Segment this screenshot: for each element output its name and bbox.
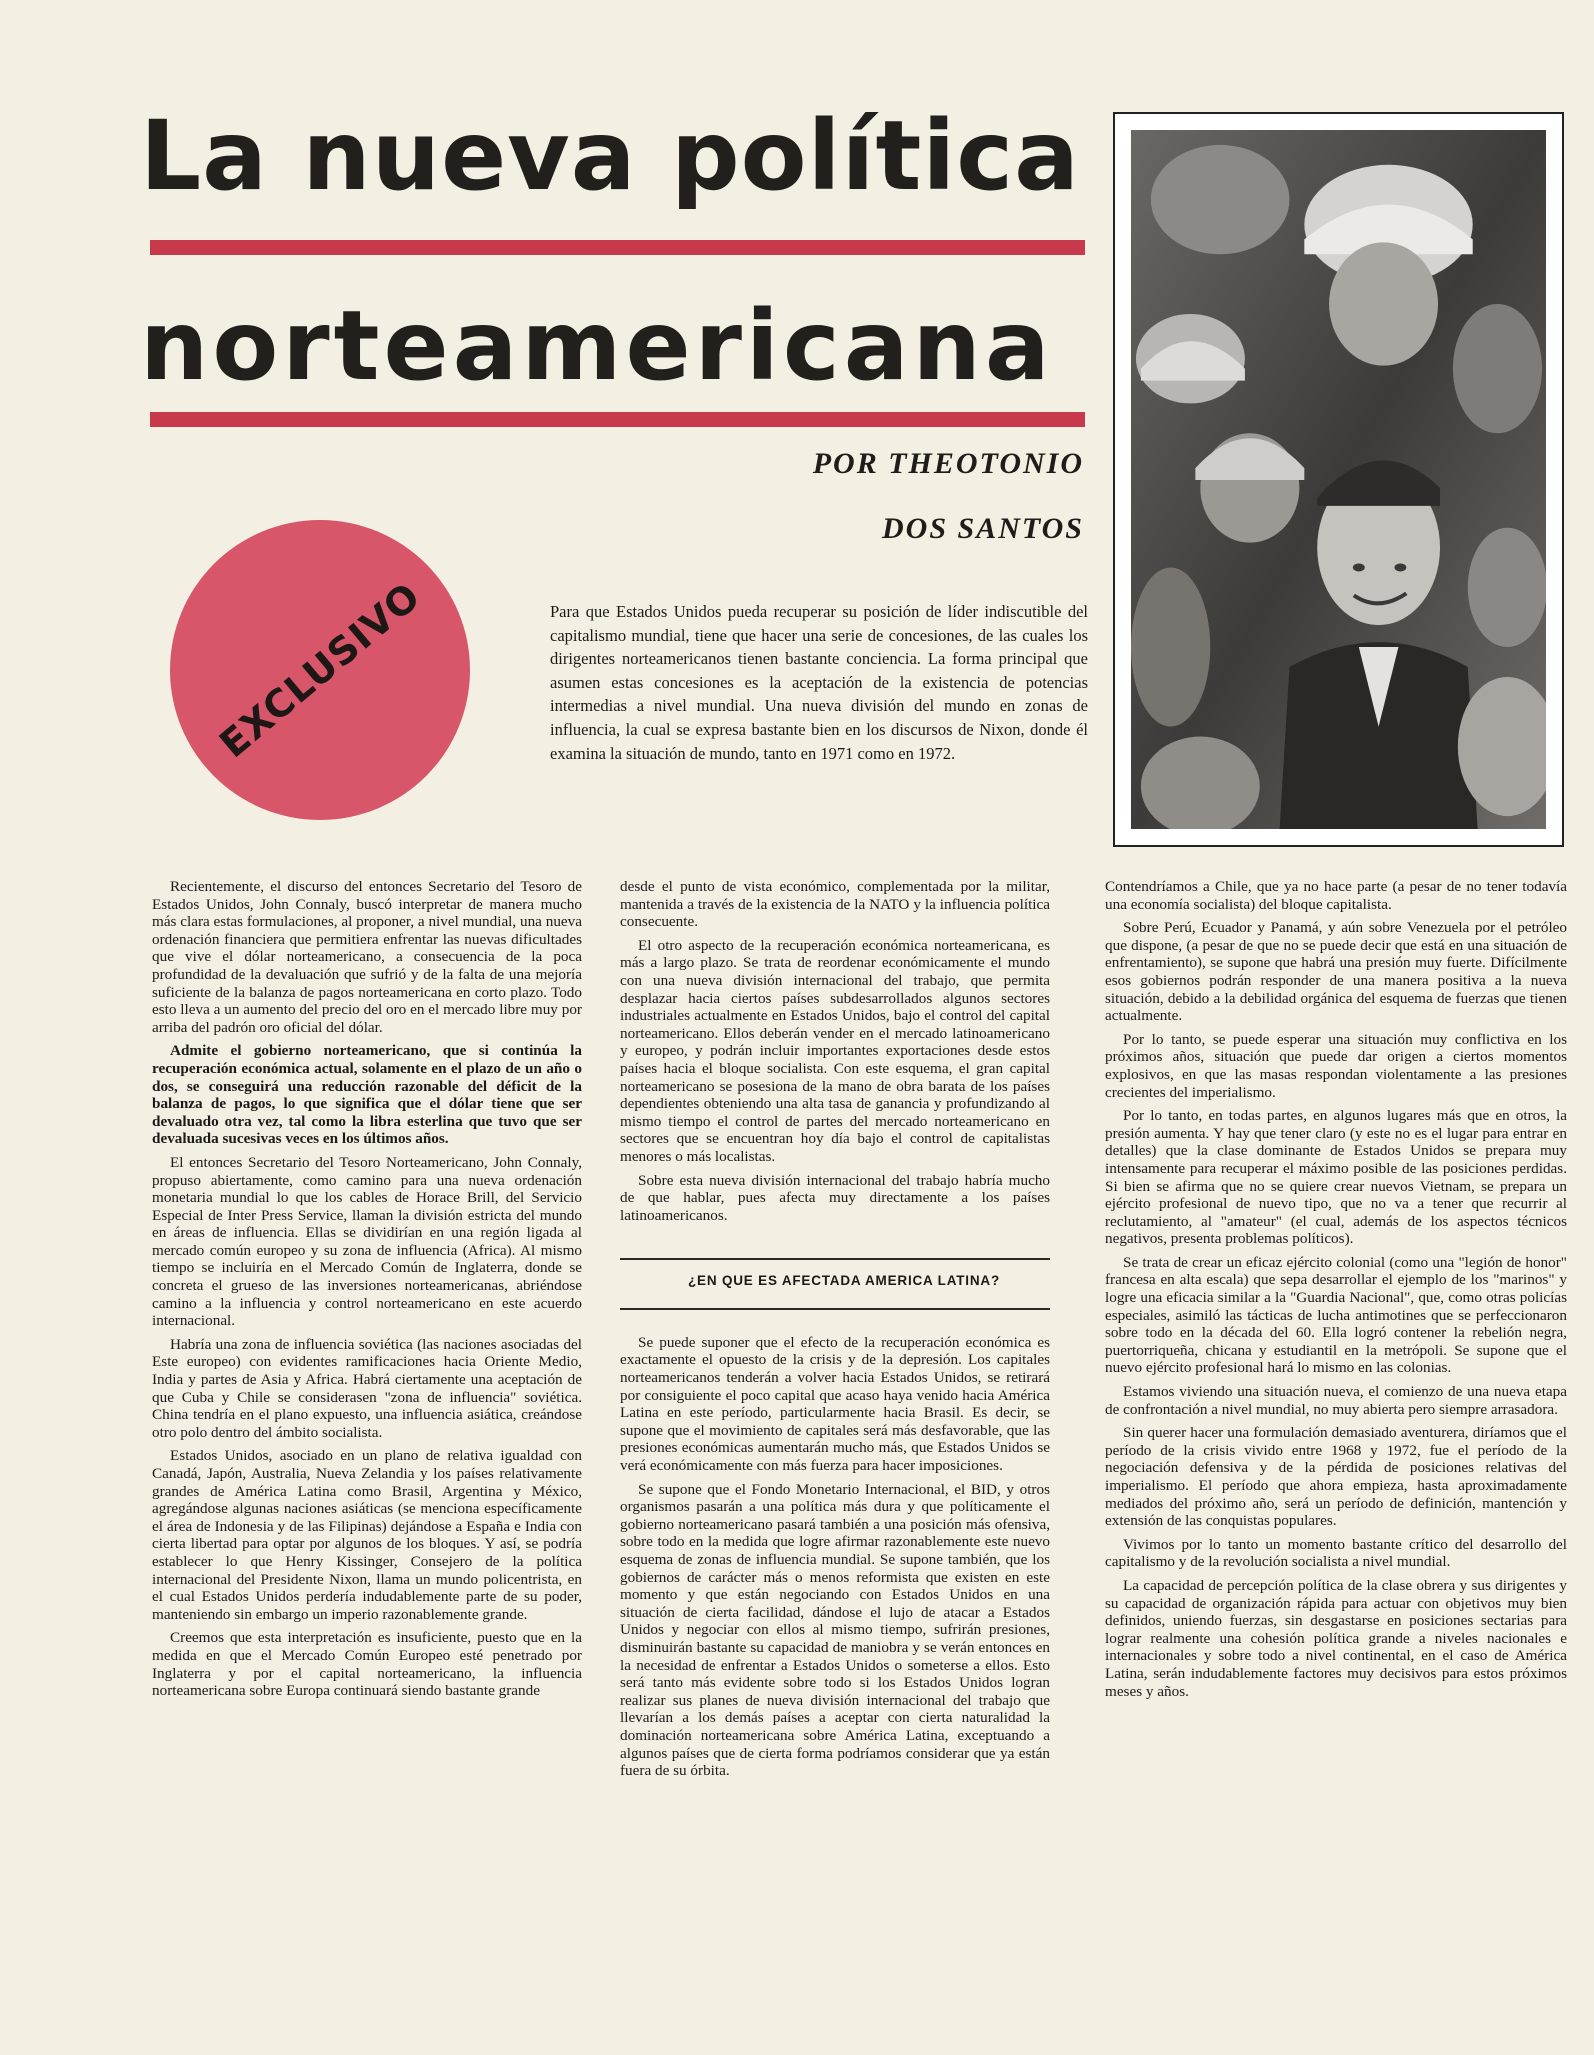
photo [1113, 112, 1564, 847]
column-1 [152, 878, 582, 1706]
byline-line-2: DOS SANTOS [881, 512, 1084, 545]
column-2 [620, 878, 1050, 1786]
column-2-paragraph: Se puede suponer que el efecto de la recuperación económica es exactamente el opuesto de la crisis y de la depresión. Los capitales norteamericanos tenderán a volver hacia Estados Unidos, se retirará por consiguiente el poco capital que acaso haya venido hacia América Latina en este período, particularmente hacia Brasil. Es decir, se supone que el movimiento de capitales será más desfavorable, que las presiones económicas aumentarán mucho más, que Estados Unidos se verá económicamente con más fuerza para hacer imposiciones. [620, 1333, 1050, 1475]
column-2-paragraph: El otro aspecto de la recuperación económica norteamericana, es más a largo plazo. Se trata de reordenar económicamente el mundo con una nueva división internacional del trabajo, que permita desplazar hacia ciertos países subdesarrollados algunos sectores industriales actualmente en Estados Unidos, bajo el control del capital norteamericano. Ellos deberán vender en el mercado latinoamericano y europeo, y podrán incluir importantes exportaciones desde estos países hacia el bloque socialista. Con este esquema, el gran capital norteamericano se posesiona de la mano de obra barata de los países dependientes obteniendo una alta tasa de ganancia y profundizando al mismo tiempo el control de partes del mercado norteamericano en sectores que se encuentran hoy día bajo el control de capitalistas menores o más localistas. [620, 936, 1050, 1165]
column-2-paragraph: Se supone que el Fondo Monetario Internacional, el BID, y otros organismos pasarán a una política más dura y que políticamente el gobierno norteamericano pasará también a una posición más ofensiva, sobre todo en la medida que logre afirmar razonablemente este nuevo esquema de zonas de influencia mundial. Se supone también, que los gobiernos de carácter más o menos reformista que existen en este momento y que están negociando con Estados Unidos en una situación de cierta facilidad, dándose el lujo de atacar a Estados Unidos y negociar con ellos al mismo tiempo, sufrirán presiones, disminuirán bastante su capacidad de maniobra y se verán entonces en la necesidad de enfrentar a Estados Unidos o someterse a ellos. Esto será tanto más evidente sobre todo si los Estados Unidos logran realizar sus planes de nueva división internacional del trabajo que llevarían a los demás países a aceptar con cierta naturalidad la dominación norteamericana sobre América Latina, exceptuando a algunos países que de cierta forma podríamos considerar que ya están fuera de su órbita. [620, 1480, 1050, 1780]
title-line-1: La nueva política [140, 100, 1080, 212]
column-2-paragraph: Sobre esta nueva división internacional del trabajo habría mucho de que hablar, pues afecta muy directamente a los países latinoamericanos. [620, 1171, 1050, 1224]
column-2-paragraph: desde el punto de vista económico, complementada por la militar, mantenida a través de la existencia de la NATO y la influencia política consecuente. [620, 878, 1050, 931]
column-3-paragraph: Se trata de crear un eficaz ejército colonial (como una "legión de honor" francesa en alta escala) que sepa desarrollar el ejemplo de los "marinos" y logre una eficacia similar a la "Guardia Nacional", que, como otras policías especiales, asimiló las tácticas de lucha antimotines que se perfeccionaron sobre todo en la década del 60. Ella logró contener la rebelión negra, puertorriqueña, chicana y estudiantil en la metrópoli. Se supone que el nuevo ejército profesional hará lo mismo en las colonias. [1105, 1253, 1567, 1377]
column-3-paragraph: Estamos viviendo una situación nueva, el comienzo de una nueva etapa de confrontación a nivel mundial, no muy abierta pero siempre arrasadora. [1105, 1383, 1567, 1418]
column-1-paragraph: Admite el gobierno norteamericano, que si continúa la recuperación económica actual, solamente en el plazo de un año o dos, se conseguirá una reducción razonable del déficit de la balanza de pagos, lo que significa que el dólar tiene que ser devaluado otra vez, tal como la libra esterlina que tuvo que ser devaluada sucesivas veces en los últimos años. [152, 1042, 582, 1148]
exclusive-badge-label: EXCLUSIVO [211, 573, 429, 767]
title-rule-bottom [150, 412, 1085, 427]
column-1-paragraph: Creemos que esta interpretación es insuficiente, puesto que en la medida en que el Mercado Común Europeo esté penetrado por Inglaterra y por el capital norteamericano, la influencia norteamericana sobre Europa continuará siendo bastante grande [152, 1629, 582, 1700]
title-rule-top [150, 240, 1085, 255]
section-subhead-box [620, 1258, 1050, 1310]
exclusive-badge [170, 520, 470, 820]
column-1-paragraph: El entonces Secretario del Tesoro Norteamericano, John Connaly, propuso abiertamente, como camino para una nueva ordenación monetaria mundial lo que los cables de Horace Brill, del Servicio Especial de Inter Press Service, llaman la división estricta del mundo en áreas de influencia. Ellas se dividirían en una región ligada al mercado común europeo y su zona de influencia (Africa). Al mismo tiempo se incluiría en el Mercado Común de Inglaterra, donde se concreta el grueso de las inversiones norteamericanas, abriéndose camino a la influencia y control norteamericano en este acuerdo internacional. [152, 1153, 582, 1330]
column-3-paragraph: Por lo tanto, se puede esperar una situación muy conflictiva en los próximos años, situación que puede dar origen a ciertos momentos explosivos, en que las masas respondan violentamente a las presiones crecientes del imperialismo. [1105, 1030, 1567, 1101]
column-3-paragraph: Por lo tanto, en todas partes, en algunos lugares más que en otros, la presión aumenta. Y hay que tener claro (y este no es el lugar para entrar en detalles) que la clase dominante de Estados Unidos se prepara muy intensamente para recuperar el máximo posible de las posiciones perdidas. Si bien se afirma que no se quiere crear nuevos Vietnam, se prepara un ejército profesional de nuevo tipo, que no va a tener que recurrir al reclutamiento, al "amateur" (el cual, además de los aspectos técnicos negativos, presenta problemas políticos). [1105, 1107, 1567, 1248]
column-3-paragraph: Sin querer hacer una formulación demasiado aventurera, diríamos que el período de la crisis vivido entre 1968 y 1972, fue el período de la negociación defensiva y de la pérdida de posiciones relativas del imperialismo. El período que ahora empieza, hasta aproximadamente mediados del próximo año, será un período de definición, mantención y extensión de las conquistas populares. [1105, 1424, 1567, 1530]
column-1-paragraph: Estados Unidos, asociado en un plano de relativa igualdad con Canadá, Japón, Australia, Nueva Zelandia y los países relativamente grandes de América Latina como Brasil, Argentina y México, agregándose algunas naciones asiáticas (se menciona específicamente el área de Indonesia y de las Filipinas) dejándose a España e India con cierta libertad para optar por algunos de los bloques. Y así, se podría establecer lo que Henry Kissinger, Consejero de la política internacional del Presidente Nixon, llama un mundo policentrista, en el cual Estados Unidos perdería indudablemente parte de su poder, manteniendo sin embargo un imperio razonablemente grande. [152, 1447, 582, 1623]
title-line-2: norteamericana [140, 290, 1054, 402]
column-3-paragraph: Vivimos por lo tanto un momento bastante crítico del desarrollo del capitalismo y de la revolución socialista a nivel mundial. [1105, 1535, 1567, 1571]
column-1-paragraph: Habría una zona de influencia soviética (las naciones asociadas del Este europeo) con evidentes ramificaciones hacia Oriente Medio, India y partes de Asia y Africa. Habrá ciertamente una aceptación de que Cuba y Chile se considerasen "zona de influencia" soviética. China tendría en el plano expuesto, una influencia asiática, creándose otro polo dentro del ámbito socialista. [152, 1335, 582, 1441]
column-3-paragraph: Contendríamos a Chile, que ya no hace parte (a pesar de no tener todavía una economía socialista) del bloque capitalista. [1105, 878, 1567, 913]
intro-paragraph: Para que Estados Unidos pueda recuperar su posición de líder indiscutible del capitalismo mundial, tiene que hacer una serie de concesiones, de las cuales los dirigentes norteamericanos tienen bastante conciencia. La forma principal que asumen estas concesiones es la aceptación de la existencia de potencias intermedias a nivel mundial. Una nueva división del mundo en zonas de influencia, la cual se expresa bastante bien en los discursos de Nixon, donde él examina la situación de mundo, tanto en 1971 como en 1972. [550, 602, 1088, 763]
column-3-paragraph: La capacidad de percepción política de la clase obrera y sus dirigentes y su capacidad de organización rápida para actuar con objetivos muy bien definidos, uniendo fuerzas, sin desgastarse en posiciones sectarias para lograr realmente una cohesión política grande a niveles nacionales e internacionales y sobre todo a nivel continental, en el caso de América Latina, serán indudablemente factores muy decisivos para estos próximos meses y años. [1105, 1576, 1567, 1700]
section-subhead: ¿EN QUE ES AFECTADA AMERICA LATINA? [688, 1273, 1000, 1289]
column-1-paragraph: Recientemente, el discurso del entonces Secretario del Tesoro de Estados Unidos, John Connaly, buscó interpretar de manera mucho más clara estas formulaciones, al proponer, a nivel mundial, una nueva ordenación financiera que permitiera enfrentar las nuevas dificultades que vive el dólar norteamericano, a consecuencia de la poca profundidad de la devaluación que sufrió y de la falta de una mejoría suficiente de la balanza de pagos norteamericana en corto plazo. Todo esto lleva a un aumento del precio del oro en el mercado libre muy por arriba del padrón oro oficial del dólar. [152, 878, 582, 1036]
column-3 [1105, 878, 1567, 1706]
byline-line-1: POR THEOTONIO [812, 447, 1084, 480]
column-3-paragraph: Sobre Perú, Ecuador y Panamá, y aún sobre Venezuela por el petróleo que dispone, (a pesar de que no se puede decir que está en una situación de enfrentamiento), se supone que habrá una presión muy fuerte. Difícilmente esos gobiernos podrán responder de una manera positiva a la nueva situación, debido a la debilidad orgánica del esquema de fuerzas que tienen actualmente. [1105, 919, 1567, 1025]
photo-crowd-image [1131, 130, 1546, 829]
